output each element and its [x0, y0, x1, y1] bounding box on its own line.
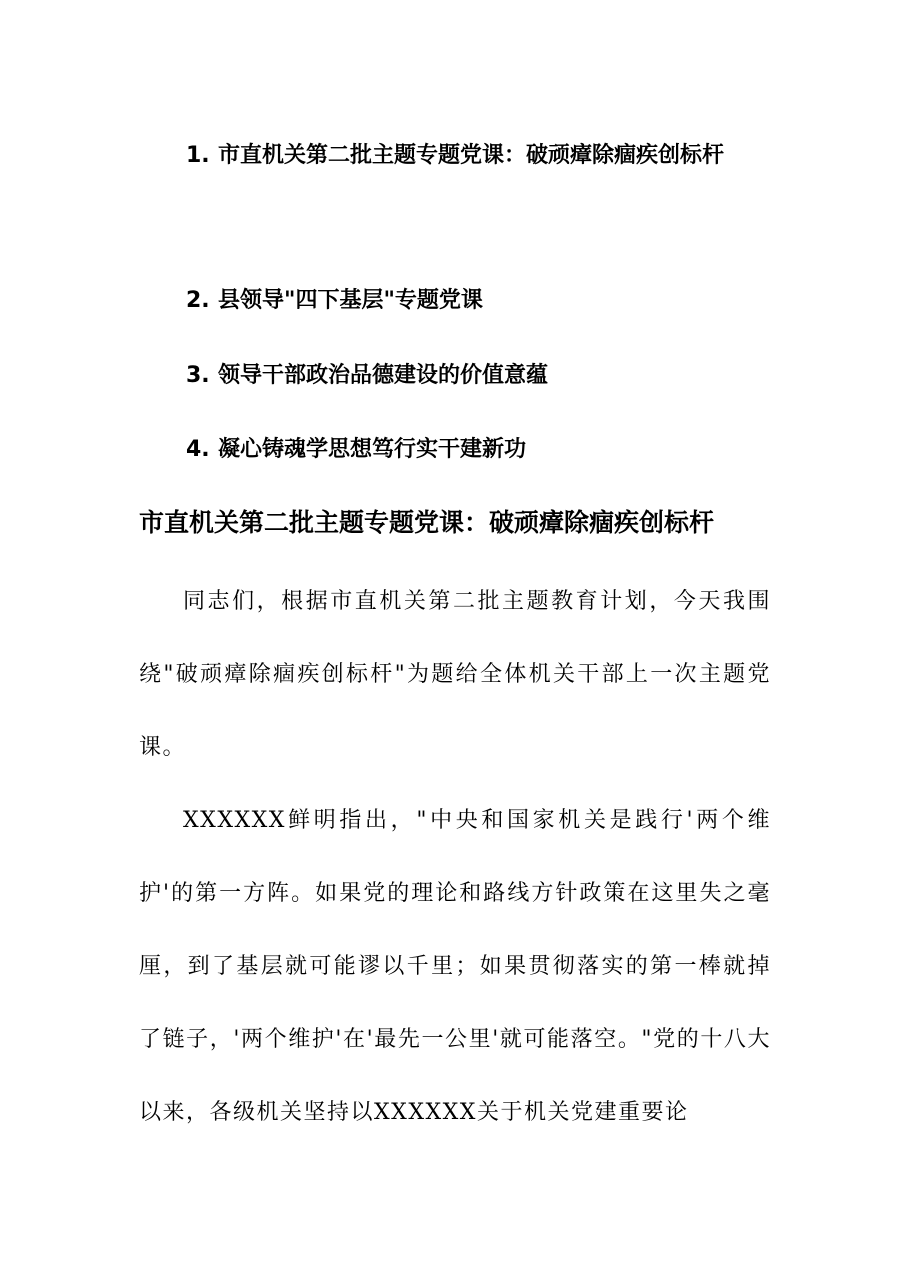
toc-item[interactable]: [186, 286, 778, 316]
body-paragraph: XXXXXX鲜明指出，"中央和国家机关是践行'两个维护'的第一方阵。如果党的理论和路线方针政策在这里失之毫厘，到了基层就可能谬以千里；如果贯彻落实的第一棒就掉了链子，'两个维护'在'最先一公里'就可能落空。"党的十八大以来，各级机关坚持以XXXXXX关于机关党建重要论: [139, 808, 771, 1125]
toc-item-title: 县领导"四下基层"专题党课: [218, 288, 483, 313]
toc-item[interactable]: [186, 361, 778, 391]
toc-item-title: 领导干部政治品德建设的价值意蕴: [218, 363, 549, 388]
toc-item-number: 2.: [186, 288, 210, 313]
toc-item-number: 4.: [186, 437, 210, 462]
toc-item[interactable]: [186, 141, 778, 193]
article-body: [139, 565, 771, 1149]
toc-item-title: 市直机关第二批主题专题党课：破顽瘴除痼疾创标杆: [218, 143, 725, 168]
article-heading: 市直机关第二批主题专题党课：破顽瘴除痼疾创标杆: [139, 508, 715, 537]
body-paragraph: 同志们，根据市直机关第二批主题教育计划，今天我围绕"破顽瘴除痼疾创标杆"为题给全体机关干部上一次主题党课。: [139, 589, 771, 760]
toc-item-number: 1.: [186, 143, 210, 168]
toc-item[interactable]: [186, 435, 778, 465]
toc-item-title: 凝心铸魂学思想笃行实干建新功: [218, 437, 527, 462]
toc-item-number: 3.: [186, 363, 210, 388]
